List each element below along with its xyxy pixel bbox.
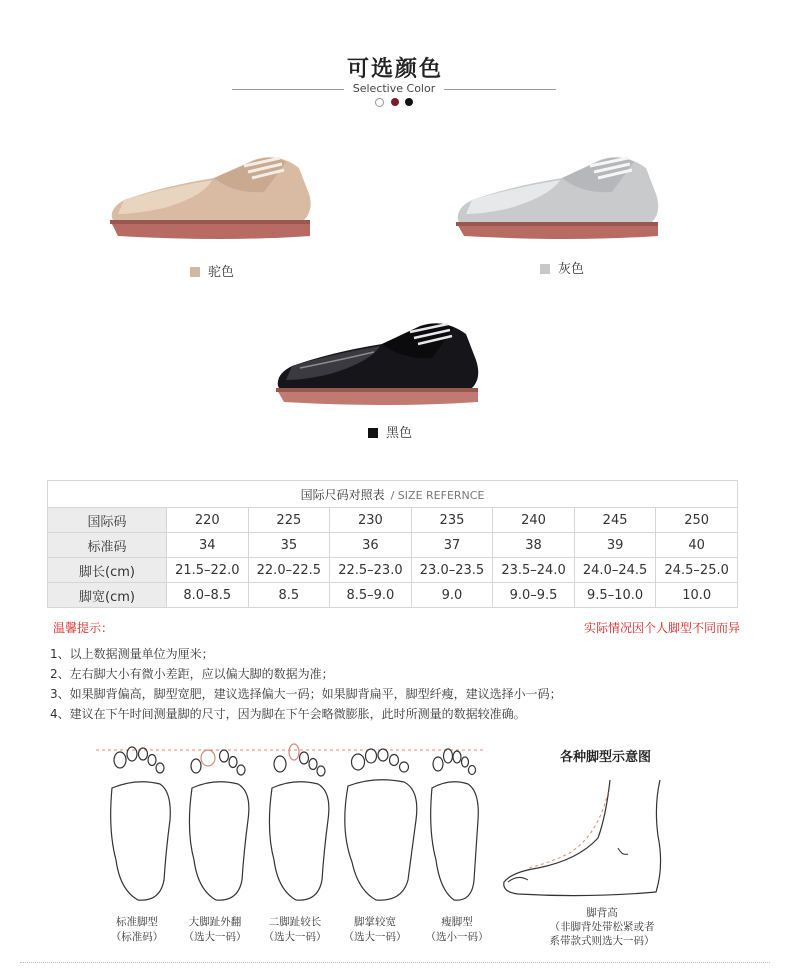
foot-type-standard	[92, 915, 182, 945]
table-cell: 24.5–25.0	[656, 558, 738, 583]
shoe-camel-image[interactable]	[104, 148, 324, 244]
foot-type-bunion	[170, 915, 260, 945]
swatch-gray	[540, 264, 550, 274]
instep-label	[512, 906, 692, 948]
table-cell: 40	[656, 533, 738, 558]
table-cell: 230	[330, 508, 412, 533]
table-cell: 35	[248, 533, 330, 558]
foot-type-advice: （标准码）	[110, 931, 164, 943]
table-cell: 23.0–23.5	[411, 558, 493, 583]
bottom-divider	[20, 962, 770, 964]
table-cell: 23.5–24.0	[493, 558, 575, 583]
foot-type-name: 二脚趾较长	[268, 916, 322, 928]
table-cell: 9.5–10.0	[574, 583, 656, 608]
color-dot-white[interactable]	[375, 98, 384, 107]
table-cell: 22.0–22.5	[248, 558, 330, 583]
note-item: 2、左右脚大小有微小差距，应以偏大脚的数据为准；	[50, 667, 334, 681]
instep-line-3: 系带款式则选大一码）	[549, 935, 655, 947]
size-table	[47, 480, 738, 608]
note-item: 4、建议在下午时间测量脚的尺寸，因为脚在下午会略微膨胀，此时所测量的数据较准确。	[50, 707, 526, 721]
table-cell: 34	[167, 533, 249, 558]
foot-types-title: 各种脚型示意图	[560, 750, 652, 765]
foot-type-advice: （选大一码）	[343, 931, 407, 943]
instep-line-2: （非脚背处带松紧或者	[549, 921, 655, 933]
table-cell: 10.0	[656, 583, 738, 608]
table-cell: 8.0–8.5	[167, 583, 249, 608]
table-cell: 225	[248, 508, 330, 533]
size-table-title-en: / SIZE REFERNCE	[390, 488, 485, 502]
shoe-black-image[interactable]	[270, 316, 492, 412]
color-dot-wine[interactable]	[391, 98, 399, 106]
instep-foot-diagram	[498, 776, 668, 902]
color-label-gray	[540, 258, 584, 277]
color-label-camel	[190, 261, 234, 280]
table-cell: 39	[574, 533, 656, 558]
subtitle-row	[0, 82, 790, 96]
color-dot-black[interactable]	[405, 98, 413, 106]
subtitle: Selective Color	[352, 82, 436, 95]
color-name-black: 黑色	[386, 426, 413, 441]
table-cell: 24.0–24.5	[574, 558, 656, 583]
tip-right-note: 实际情况因个人脚型不同而异	[583, 621, 740, 635]
color-name-gray: 灰色	[558, 262, 585, 277]
foot-type-advice: （选大一码）	[263, 931, 327, 943]
table-cell: 250	[656, 508, 738, 533]
table-cell: 220	[167, 508, 249, 533]
divider-right	[444, 89, 556, 90]
table-cell: 36	[330, 533, 412, 558]
note-item: 3、如果脚背偏高，脚型宽肥，建议选择偏大一码；如果脚背扁平，脚型纤瘦，建议选择小一码；	[50, 687, 562, 701]
foot-type-name: 标准脚型	[116, 916, 158, 928]
table-row	[48, 508, 738, 533]
color-name-camel: 驼色	[208, 265, 235, 280]
row-head: 国际码	[48, 508, 167, 533]
swatch-camel	[190, 267, 200, 277]
divider-left	[232, 89, 344, 90]
page-title: 可选颜色	[346, 57, 443, 82]
foot-type-name: 瘦脚型	[441, 916, 473, 928]
foot-type-advice: （选大一码）	[183, 931, 247, 943]
row-head: 脚长(cm)	[48, 558, 167, 583]
size-table-header	[48, 481, 738, 508]
row-head: 脚宽(cm)	[48, 583, 167, 608]
color-label-black	[368, 422, 412, 441]
table-cell: 9.0	[411, 583, 493, 608]
foot-type-wide	[330, 915, 420, 945]
table-row	[48, 583, 738, 608]
table-cell: 245	[574, 508, 656, 533]
shoe-gray-image[interactable]	[450, 150, 672, 244]
foot-types-diagram	[90, 740, 490, 910]
tip-label: 温馨提示：	[53, 621, 114, 635]
foot-type-slim	[412, 915, 502, 945]
row-head: 标准码	[48, 533, 167, 558]
size-table-title-cell	[48, 481, 738, 508]
table-cell: 21.5–22.0	[167, 558, 249, 583]
table-cell: 38	[493, 533, 575, 558]
table-cell: 9.0–9.5	[493, 583, 575, 608]
table-cell: 8.5	[248, 583, 330, 608]
size-table-title: 国际尺码对照表	[300, 487, 385, 502]
foot-type-long-second-toe	[250, 915, 340, 945]
swatch-black	[368, 428, 378, 438]
note-item: 1、以上数据测量单位为厘米；	[50, 647, 214, 661]
table-cell: 37	[411, 533, 493, 558]
table-cell: 22.5–23.0	[330, 558, 412, 583]
table-cell: 240	[493, 508, 575, 533]
table-row	[48, 533, 738, 558]
foot-type-name: 大脚趾外翻	[188, 916, 242, 928]
table-cell: 8.5–9.0	[330, 583, 412, 608]
table-row	[48, 558, 738, 583]
foot-type-advice: （选小一码）	[425, 931, 489, 943]
foot-type-name: 脚掌较宽	[354, 916, 396, 928]
instep-line-1: 脚背高	[586, 907, 618, 919]
table-cell: 235	[411, 508, 493, 533]
